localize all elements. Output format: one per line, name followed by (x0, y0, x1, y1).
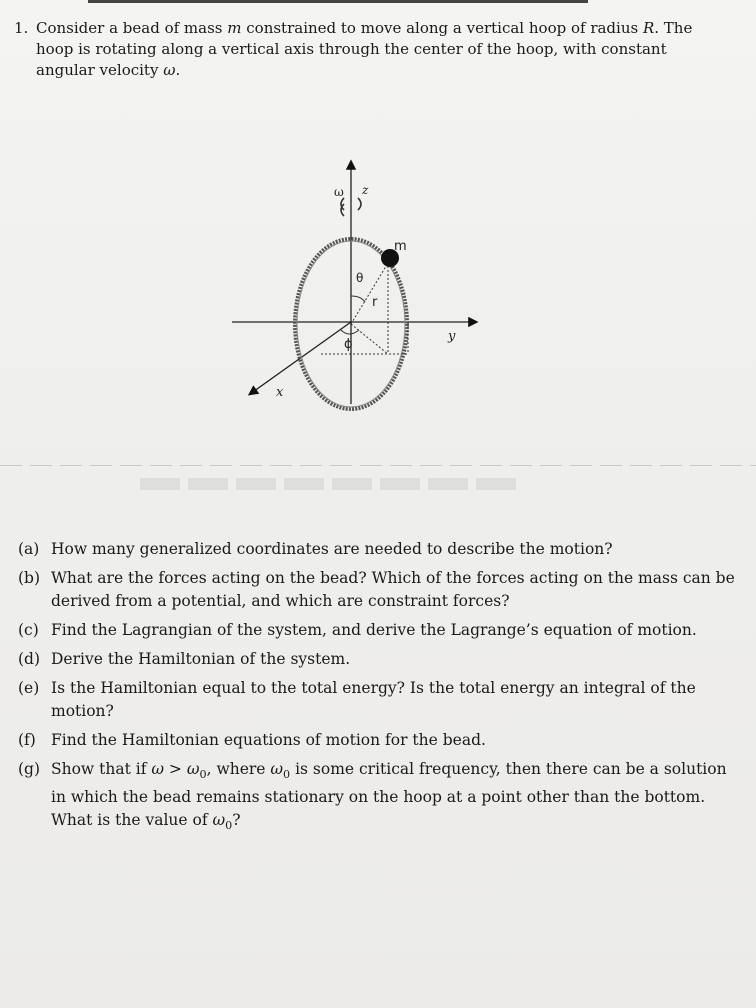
text-run: , where (206, 760, 271, 778)
text-run: constrained to move along a vertical hoop of radius (241, 19, 643, 37)
theta-arc (351, 296, 365, 302)
label-x: x (276, 385, 284, 400)
label-z: z (362, 183, 369, 197)
problem-number: 1. (14, 19, 29, 37)
part-text (51, 569, 735, 610)
label-theta: θ (356, 271, 364, 285)
part-text (51, 650, 350, 668)
part-text (51, 760, 727, 833)
text-run: What are the forces acting on the bead? Which of the forces acting on the mass can be derived from a potential, and which are constraint forces? (51, 569, 735, 610)
rotating-hoop-figure (228, 158, 490, 418)
text-run: Show that if (51, 760, 152, 778)
part-text (51, 621, 697, 639)
faint-divider (0, 465, 756, 466)
part-letter: (d) (18, 650, 41, 668)
label-omega: ω (334, 185, 344, 199)
question-part-f (18, 729, 746, 752)
part-text (51, 540, 613, 558)
label-y: y (448, 329, 456, 344)
text-run: . The hoop is rotating along a vertical axis through the center of the hoop, with constant angular velocity (36, 19, 693, 79)
text-run: Find the Lagrangian of the system, and derive the Lagrange’s equation of motion. (51, 621, 697, 639)
part-text (51, 731, 486, 749)
text-run: How many generalized coordinates are needed to describe the motion? (51, 540, 613, 558)
part-text (51, 679, 696, 720)
math-symbol: R (642, 19, 655, 37)
part-letter: (c) (18, 621, 39, 639)
question-part-a (18, 538, 746, 561)
problem-statement (14, 18, 724, 81)
text-run: is some critical frequency, then there can be a solution in which the bead remains stationary on the hoop at a point other than the bottom. What is the value of (51, 760, 727, 830)
label-m: m (394, 239, 407, 254)
label-phi: ϕ (344, 337, 353, 352)
question-part-b (18, 567, 746, 613)
math-symbol: ω > ω (151, 760, 200, 778)
phi-arc (341, 330, 359, 334)
part-letter: (g) (18, 760, 41, 778)
question-part-e (18, 677, 746, 723)
part-letter: (e) (18, 679, 40, 697)
subscript: 0 (283, 768, 291, 782)
header-rule (88, 0, 588, 3)
math-symbol: ω (212, 811, 226, 830)
show-through-text (140, 478, 520, 490)
text-run: Derive the Hamiltonian of the system. (51, 650, 351, 668)
radius-line (351, 258, 391, 324)
part-letter: (a) (18, 540, 40, 558)
question-part-c (18, 619, 746, 642)
math-symbol: m (227, 19, 242, 37)
question-part-d (18, 648, 746, 671)
math-symbol: ω (163, 61, 176, 79)
text-run: Is the Hamiltonian equal to the total energy? Is the total energy an integral of the motion? (51, 679, 696, 720)
part-letter: (f) (18, 731, 36, 749)
text-run: . (175, 61, 181, 79)
question-part-g (18, 758, 746, 837)
phi-dash (351, 324, 388, 354)
part-letter: (b) (18, 569, 41, 587)
problem-text (36, 18, 724, 81)
math-symbol: ω (270, 760, 284, 778)
label-r: r (372, 295, 378, 310)
subscript: 0 (225, 819, 233, 833)
text-run: Find the Hamiltonian equations of motion for the bead. (51, 731, 486, 749)
text-run: Consider a bead of mass (36, 19, 228, 37)
question-parts-list (18, 538, 746, 843)
subscript: 0 (199, 768, 207, 782)
text-run: ? (232, 811, 241, 830)
